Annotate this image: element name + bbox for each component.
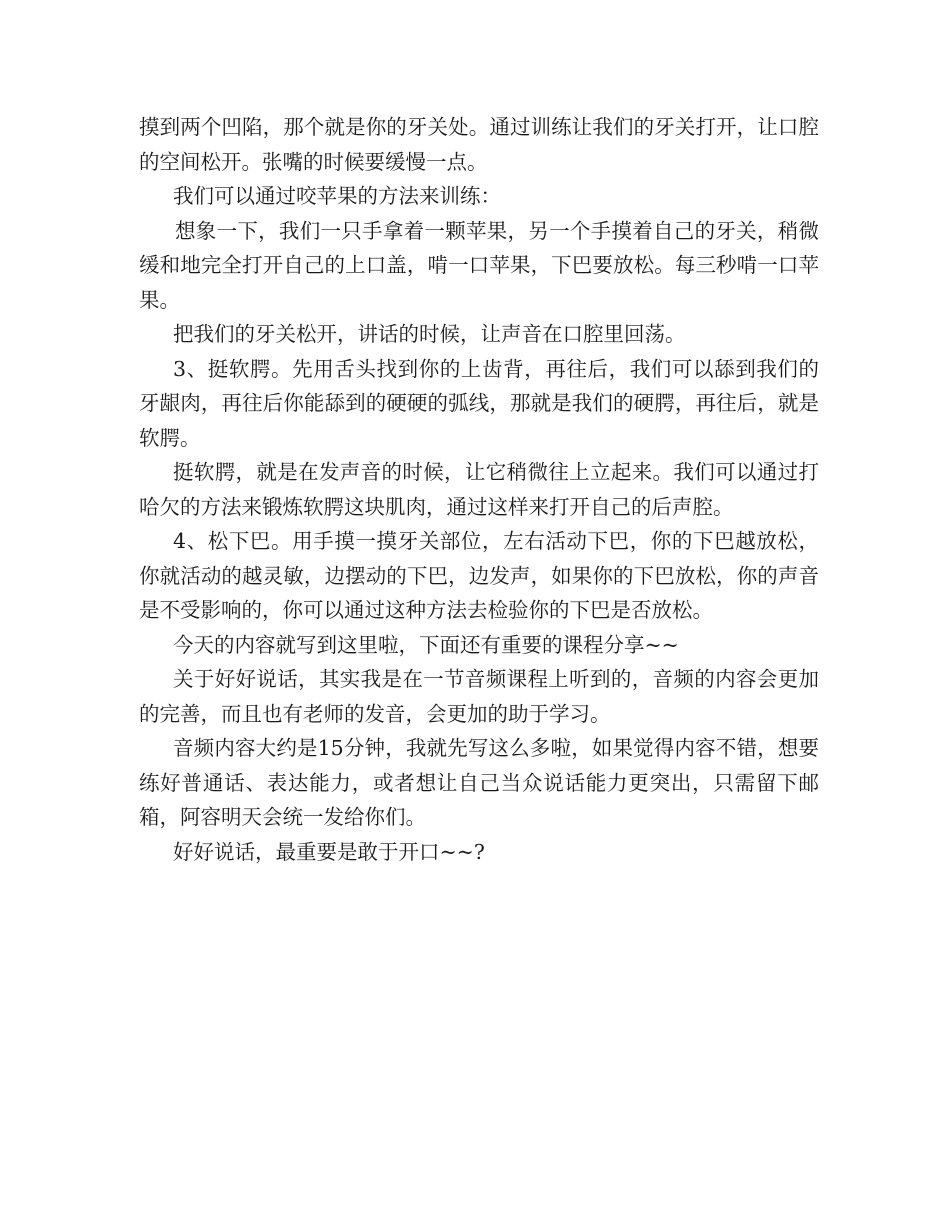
- paragraph: 音频内容大约是15分钟，我就先写这么多啦，如果觉得内容不错，想要练好普通话、表达能力，或者想让自己当众说话能力更突出，只需留下邮箱，阿容明天会统一发给你们。: [139, 736, 819, 829]
- paragraph: 今天的内容就写到这里啦，下面还有重要的课程分享~~: [173, 632, 679, 657]
- paragraph-section-4: 4、松下巴。用手摸一摸牙关部位，左右活动下巴，你的下巴越放松，你就活动的越灵敏，边摆动的下巴，边发声，如果你的下巴放松，你的声音是不受影响的，你可以通过这种方法去检验你的下巴是否放松。: [139, 529, 819, 622]
- paragraph: 挺软腭，就是在发声音的时候，让它稍微往上立起来。我们可以通过打哈欠的方法来锻炼软腭这块肌肉，通过这样来打开自己的后声腔。: [139, 460, 819, 519]
- document-body: [139, 110, 819, 869]
- paragraph-section-3: 3、挺软腭。先用舌头找到你的上齿背，再往后，我们可以舔到我们的牙龈肉，再往后你能舔到的硬硬的弧线，那就是我们的硬腭，再往后，就是软腭。: [139, 356, 819, 450]
- paragraph: 我们可以通过咬苹果的方法来训练：: [173, 184, 501, 208]
- paragraph-closing: 好好说话，最重要是敢于开口~~?: [173, 839, 485, 864]
- paragraph-continued: 摸到两个凹陷，那个就是你的牙关处。通过训练让我们的牙关打开，让口腔的空间松开。张嘴的时候要缓慢一点。: [139, 115, 819, 174]
- paragraph: 想象一下，我们一只手拿着一颗苹果，另一个手摸着自己的牙关，稍微缓和地完全打开自己的上口盖，啃一口苹果，下巴要放松。每三秒啃一口苹果。: [139, 218, 819, 312]
- paragraph: 关于好好说话，其实我是在一节音频课程上听到的，音频的内容会更加的完善，而且也有老师的发音，会更加的助于学习。: [139, 667, 819, 726]
- paragraph: 把我们的牙关松开，讲话的时候，让声音在口腔里回荡。: [173, 322, 686, 346]
